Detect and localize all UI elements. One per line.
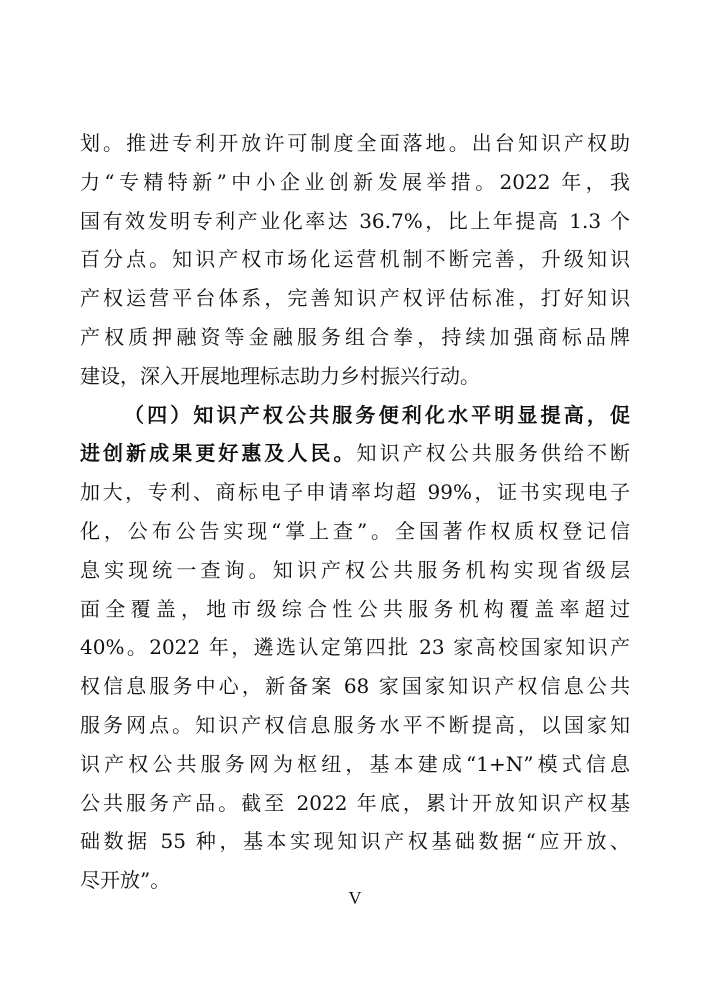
text-line: 公共服务产品。截至 2022 年底，累计开放知识产权基 bbox=[80, 790, 630, 815]
paragraph bbox=[80, 124, 630, 396]
text-line: 划。推进专利开放许可制度全面落地。出台知识产权助 bbox=[80, 131, 630, 155]
body-text bbox=[80, 124, 630, 900]
text-line: 尽开放”。 bbox=[80, 868, 171, 893]
text-line: 化，公布公告实现“掌上查”。全国著作权质权登记信 bbox=[80, 518, 630, 543]
text-line: 服务网点。知识产权信息服务水平不断提高，以国家知 bbox=[80, 712, 630, 737]
text-line: 息实现统一查询。知识产权公共服务机构实现省级层 bbox=[80, 557, 630, 582]
paragraph bbox=[80, 396, 630, 900]
text-line: 产权运营平台体系，完善知识产权评估标准，打好知识 bbox=[80, 286, 630, 311]
text-line: 面全覆盖，地市级综合性公共服务机构覆盖率超过 bbox=[80, 596, 630, 621]
section-heading-continued: 进创新成果更好惠及人民。 bbox=[80, 441, 357, 466]
text-line: 国有效发明专利产业化率达 36.7%，比上年提高 1.3 个 bbox=[80, 208, 630, 233]
text-line: 百分点。知识产权市场化运营机制不断完善，升级知识 bbox=[80, 247, 630, 272]
section-heading: （四）知识产权公共服务便利化水平明显提高，促 bbox=[124, 402, 630, 427]
text-line: 权信息服务中心，新备案 68 家国家知识产权信息公共 bbox=[80, 674, 630, 699]
text-line: 加大，专利、商标电子申请率均超 99%，证书实现电子 bbox=[80, 480, 630, 505]
text-line: 识产权公共服务网为枢纽，基本建成“1+N”模式信息 bbox=[80, 751, 630, 776]
text-line: 础数据 55 种，基本实现知识产权基础数据“应开放、 bbox=[80, 829, 630, 854]
text-line: 40%。2022 年，遴选认定第四批 23 家高校国家知识产 bbox=[80, 635, 630, 660]
text-line: 力“专精特新”中小企业创新发展举措。2022 年，我 bbox=[80, 169, 630, 194]
text-line bbox=[80, 434, 630, 473]
text-span: 知识产权公共服务供给不断 bbox=[356, 441, 631, 466]
text-line: 建设，深入开展地理标志助力乡村振兴行动。 bbox=[80, 363, 480, 388]
page-number: V bbox=[348, 888, 362, 908]
text-line: 产权质押融资等金融服务组合拳，持续加强商标品牌 bbox=[80, 324, 630, 349]
